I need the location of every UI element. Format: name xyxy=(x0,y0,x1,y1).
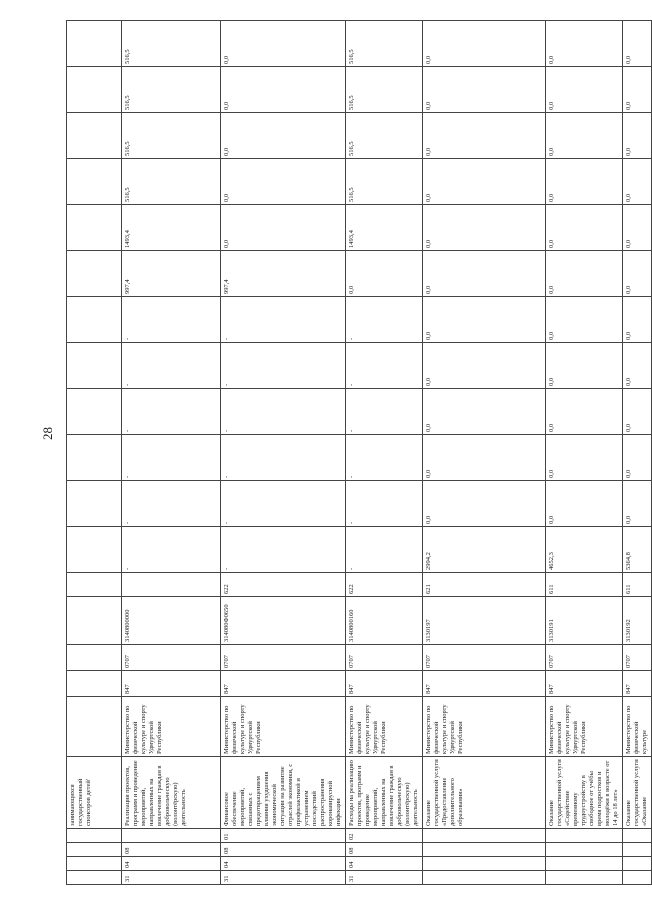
cell-v10: 516,5 xyxy=(122,113,221,159)
cell-v3: - xyxy=(346,435,423,481)
cell-c3 xyxy=(623,843,652,857)
cell-vr: 622 xyxy=(221,573,346,597)
cell-grbs: 847 xyxy=(346,671,423,697)
cell-v12: 516,5 xyxy=(122,21,221,67)
cell-c2 xyxy=(423,857,546,871)
cell-rzpr: 0707 xyxy=(346,645,423,671)
cell-rzpr: 0707 xyxy=(546,645,623,671)
cell-v3: - xyxy=(122,435,221,481)
cell-v12: 0,0 xyxy=(423,21,546,67)
cell-v5: - xyxy=(221,343,346,389)
cell-v10: 516,5 xyxy=(346,113,423,159)
cell-v1 xyxy=(67,527,122,573)
cell-v2: - xyxy=(346,481,423,527)
cell-vr: 611 xyxy=(623,573,652,597)
cell-v7 xyxy=(67,251,122,297)
cell-v2: - xyxy=(122,481,221,527)
cell-grbs: 847 xyxy=(546,671,623,697)
cell-c4 xyxy=(122,829,221,843)
cell-c4 xyxy=(623,829,652,843)
cell-csr xyxy=(67,597,122,645)
cell-v12: 516,5 xyxy=(346,21,423,67)
table-body xyxy=(67,21,652,885)
cell-v8: 0,0 xyxy=(423,205,546,251)
cell-vr xyxy=(67,573,122,597)
cell-v10: 0,0 xyxy=(546,113,623,159)
cell-v10: 0,0 xyxy=(423,113,546,159)
cell-v6: 0,0 xyxy=(546,297,623,343)
cell-name: Реализация проектов, программ и проведение мероприятий, направленных на вовлечение граждан в добровольческую (волонтёрскую) деятельность xyxy=(122,757,221,829)
cell-name: Оказание государственной услуги «Предоставление дополнительного образования» xyxy=(423,757,546,829)
cell-name: Финансовое обеспечение мероприятий, связанных с предотвращением влияния ухудшения экономической ситуации на развитие отраслей экономики, с профилактикой и устранением последствий распространения коронавирусной инфекции xyxy=(221,757,346,829)
cell-v4: - xyxy=(346,389,423,435)
cell-c1: 31 xyxy=(221,871,346,885)
cell-v8 xyxy=(67,205,122,251)
cell-org xyxy=(67,697,122,757)
cell-v3: 0,0 xyxy=(623,435,652,481)
cell-v10: 0,0 xyxy=(221,113,346,159)
cell-v5: - xyxy=(122,343,221,389)
cell-c2 xyxy=(546,857,623,871)
cell-org: Министерство по физической культуре и спорту Удмуртской Республики xyxy=(122,697,221,757)
cell-c3 xyxy=(546,843,623,857)
cell-name: Оказание государственной услуги «Содействие временному трудоустройству в свободное от учёбы время подростков и молодёжи в возрасте от 14 до 18 лет» xyxy=(546,757,623,829)
cell-v5: 0,0 xyxy=(623,343,652,389)
cell-v10: 0,0 xyxy=(623,113,652,159)
cell-org: Министерство по физической культуре и спорту Удмуртской Республики xyxy=(423,697,546,757)
cell-v7: 997,4 xyxy=(221,251,346,297)
cell-csr: 3130192 xyxy=(623,597,652,645)
cell-vr xyxy=(122,573,221,597)
cell-c1 xyxy=(423,871,546,885)
cell-v9 xyxy=(67,159,122,205)
cell-v3: 0,0 xyxy=(546,435,623,481)
cell-v4: - xyxy=(122,389,221,435)
cell-grbs: 847 xyxy=(423,671,546,697)
cell-v5: 0,0 xyxy=(423,343,546,389)
cell-rzpr: 0707 xyxy=(221,645,346,671)
cell-v6: - xyxy=(221,297,346,343)
cell-v1: 2994,2 xyxy=(423,527,546,573)
cell-v11: 0,0 xyxy=(221,67,346,113)
page-number: 28 xyxy=(40,427,55,440)
cell-grbs xyxy=(67,671,122,697)
cell-v1: 5364,8 xyxy=(623,527,652,573)
cell-v11: 0,0 xyxy=(623,67,652,113)
cell-v2: 0,0 xyxy=(423,481,546,527)
cell-v8: 1493,4 xyxy=(346,205,423,251)
cell-rzpr: 0707 xyxy=(623,645,652,671)
cell-c4: 01 xyxy=(221,829,346,843)
cell-csr: 314080Ф0650 xyxy=(221,597,346,645)
table-row xyxy=(221,21,346,885)
cell-c2 xyxy=(623,857,652,871)
cell-org: Министерство по физической культуре и спорту Удмуртской Республики xyxy=(346,697,423,757)
cell-csr: 3130197 xyxy=(423,597,546,645)
cell-v1: 4652,3 xyxy=(546,527,623,573)
cell-v9: 0,0 xyxy=(221,159,346,205)
cell-c4: 02 xyxy=(346,829,423,843)
cell-c1 xyxy=(623,871,652,885)
cell-v7: 0,0 xyxy=(346,251,423,297)
cell-v1: - xyxy=(122,527,221,573)
cell-v7: 0,0 xyxy=(623,251,652,297)
cell-c3: 08 xyxy=(122,843,221,857)
cell-vr: 622 xyxy=(346,573,423,597)
cell-v6: - xyxy=(122,297,221,343)
cell-v6 xyxy=(67,297,122,343)
budget-table xyxy=(66,20,652,885)
cell-v3: - xyxy=(221,435,346,481)
table-row xyxy=(623,21,652,885)
cell-v2: 0,0 xyxy=(546,481,623,527)
table-row xyxy=(346,21,423,885)
cell-rzpr: 0707 xyxy=(122,645,221,671)
cell-org: Министерство по физической культуре и спорту Удмуртской Республики xyxy=(546,697,623,757)
cell-v8: 0,0 xyxy=(623,205,652,251)
cell-v9: 0,0 xyxy=(546,159,623,205)
cell-v12: 0,0 xyxy=(546,21,623,67)
cell-csr: 3140800000 xyxy=(122,597,221,645)
cell-v7: 997,4 xyxy=(122,251,221,297)
cell-v7: 0,0 xyxy=(423,251,546,297)
cell-grbs: 847 xyxy=(122,671,221,697)
cell-c2: 04 xyxy=(122,857,221,871)
cell-v4: 0,0 xyxy=(423,389,546,435)
cell-v11: 0,0 xyxy=(546,67,623,113)
cell-vr: 611 xyxy=(546,573,623,597)
cell-v12: 0,0 xyxy=(221,21,346,67)
budget-table-rotated xyxy=(66,25,648,885)
cell-v11: 516,5 xyxy=(346,67,423,113)
cell-v1: - xyxy=(346,527,423,573)
cell-org: Министерство по физической культуре xyxy=(623,697,652,757)
cell-c3: 08 xyxy=(221,843,346,857)
cell-c2: 04 xyxy=(221,857,346,871)
cell-v11 xyxy=(67,67,122,113)
cell-v9: 516,5 xyxy=(122,159,221,205)
cell-c2 xyxy=(67,857,122,871)
cell-c4 xyxy=(67,829,122,843)
cell-v1: - xyxy=(221,527,346,573)
cell-name: Оказание государственной услуги «Оказание xyxy=(623,757,652,829)
table-row xyxy=(122,21,221,885)
cell-c3 xyxy=(67,843,122,857)
cell-csr: 3140800160 xyxy=(346,597,423,645)
cell-v11: 516,5 xyxy=(122,67,221,113)
cell-v9: 0,0 xyxy=(423,159,546,205)
cell-v6: - xyxy=(346,297,423,343)
cell-v4: 0,0 xyxy=(623,389,652,435)
cell-rzpr xyxy=(67,645,122,671)
cell-v12: 0,0 xyxy=(623,21,652,67)
cell-name: Расходы на реализацию проектов, программ и проведение мероприятий, направленных на вовлечение граждан в добровольческую (волонтёрскую) деятельность xyxy=(346,757,423,829)
cell-v3: 0,0 xyxy=(423,435,546,481)
table-row xyxy=(67,21,122,885)
cell-c1 xyxy=(546,871,623,885)
cell-v6: 0,0 xyxy=(623,297,652,343)
cell-c3 xyxy=(423,843,546,857)
cell-v4 xyxy=(67,389,122,435)
cell-v2: 0,0 xyxy=(623,481,652,527)
cell-c1: 31 xyxy=(346,871,423,885)
cell-rzpr: 0707 xyxy=(423,645,546,671)
cell-c2: 04 xyxy=(346,857,423,871)
cell-c4 xyxy=(423,829,546,843)
cell-v5: 0,0 xyxy=(546,343,623,389)
cell-vr: 621 xyxy=(423,573,546,597)
cell-v5 xyxy=(67,343,122,389)
cell-v8: 0,0 xyxy=(221,205,346,251)
cell-c3: 08 xyxy=(346,843,423,857)
cell-v5: - xyxy=(346,343,423,389)
cell-c4 xyxy=(546,829,623,843)
cell-org: Министерство по физической культуре и спорту Удмуртской Республики xyxy=(221,697,346,757)
cell-v7: 0,0 xyxy=(546,251,623,297)
cell-v4: 0,0 xyxy=(546,389,623,435)
table-row xyxy=(546,21,623,885)
cell-v4: - xyxy=(221,389,346,435)
cell-v9: 516,5 xyxy=(346,159,423,205)
cell-grbs: 847 xyxy=(221,671,346,697)
cell-v6: 0,0 xyxy=(423,297,546,343)
cell-v8: 1493,4 xyxy=(122,205,221,251)
cell-v11: 0,0 xyxy=(423,67,546,113)
cell-v3 xyxy=(67,435,122,481)
cell-csr: 3130191 xyxy=(546,597,623,645)
cell-v2: - xyxy=(221,481,346,527)
cell-v9: 0,0 xyxy=(623,159,652,205)
cell-grbs: 847 xyxy=(623,671,652,697)
cell-c1: 31 xyxy=(122,871,221,885)
cell-v2 xyxy=(67,481,122,527)
table-row xyxy=(423,21,546,885)
cell-c1 xyxy=(67,871,122,885)
cell-name: занимающихся государственный спонсоров детей' xyxy=(67,757,122,829)
cell-v8: 0,0 xyxy=(546,205,623,251)
cell-v10 xyxy=(67,113,122,159)
cell-v12 xyxy=(67,21,122,67)
